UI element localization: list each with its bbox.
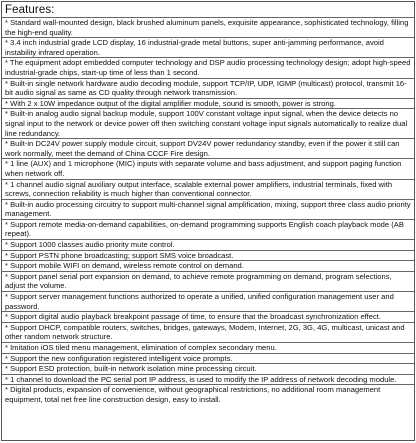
- feature-item: * 1 channel audio signal auxiliary output interface, scalable external power amplifiers, industrial terminals, fixed with screws, connection reliability is much higher than conventional connector.: [2, 180, 414, 200]
- feature-item: * Standard wall-mounted design, black brushed aluminum panels, exquisite appearance, sophisticated technology, filling the high-end quality.: [2, 18, 414, 38]
- feature-item: * Support ESD protection, built-in network isolation mine processing circuit.: [2, 364, 414, 375]
- feature-item: * Support the new configuration registered intelligent voice prompts.: [2, 354, 414, 365]
- features-list: [2, 18, 414, 405]
- features-document: [1, 1, 415, 441]
- feature-item: * Built-in audio processing circuitry to support multi-channel signal amplification, mixing, support three class audio priority management.: [2, 200, 414, 220]
- feature-item: * With 2 x 10W impedance output of the digital amplifier module, sound is smooth, power is strong.: [2, 99, 414, 110]
- feature-item: * 3.4 inch industrial grade LCD display, 16 industrial-grade metal buttons, super anti-jamming performance, avoid instability infrared operation.: [2, 38, 414, 58]
- feature-item: * 1 line (AUX) and 1 microphone (MIC) inputs with separate volume and bass adjustment, and support paging function when network off.: [2, 159, 414, 179]
- feature-item: * Digital products, expansion of convenience, without geographical restrictions, no additional room management equipment, total net free line construction design, easy to install.: [5, 385, 381, 404]
- feature-item: * Built-in single network hardware audio decoding module, support TCP/IP, UDP, IGMP (multicast) protocol, transmit 16-bit audio signal as same as CD quality through network transmission.: [2, 79, 414, 99]
- feature-item: * Support server management functions authorized to operate a unified, unified configuration management user and password.: [2, 292, 414, 312]
- feature-item: * Support 1000 classes audio priority mute control.: [2, 240, 414, 251]
- features-heading: Features:: [2, 2, 414, 18]
- feature-item: * 1 channel to download the PC serial port IP address, is used to modify the IP address of network decoding module.: [2, 375, 414, 386]
- feature-item: * Support DHCP, compatible routers, switches, bridges, gateways, Modem, Internet, 2G, 3G, 4G, multicast, unicast and other random network structure.: [2, 323, 414, 343]
- feature-item: * Support PSTN phone broadcasting; support SMS voice broadcast.: [2, 251, 414, 262]
- feature-item: * Support digital audio playback breakpoint passage of time, to ensure that the broadcast synchronization effect.: [2, 312, 414, 323]
- feature-item: * The equipment adopt embedded computer technology and DSP audio processing technology design; adopt high-speed industrial-grade chips, start-up time of less than 1 second.: [2, 58, 414, 78]
- feature-item: * Built-in analog audio signal backup module, support 100V constant voltage input signal, when the device detects no signal input to the network or device power off then switching constant voltage input signals automatically to realize dual line redundancy.: [2, 109, 414, 139]
- feature-item: * Support remote media-on-demand capabilities, on-demand programming supports English coach playback mode (AB repeat).: [2, 220, 414, 240]
- feature-item: * Built-in DC24V power supply module circuit, support DV24V power redundancy standby, even if the power it still can work normally, meet the demand of China CCCF Fire design.: [2, 139, 414, 159]
- feature-item: * Support panel serial port expansion on demand, to achieve remote programming on demand, program selections, adjust the volume.: [2, 272, 414, 292]
- feature-item: * Imitation iOS tiled menu management, elimination of complex secondary menu.: [2, 343, 414, 354]
- feature-item: * Support mobile WIFI on demand, wireless remote control on demand.: [2, 261, 414, 272]
